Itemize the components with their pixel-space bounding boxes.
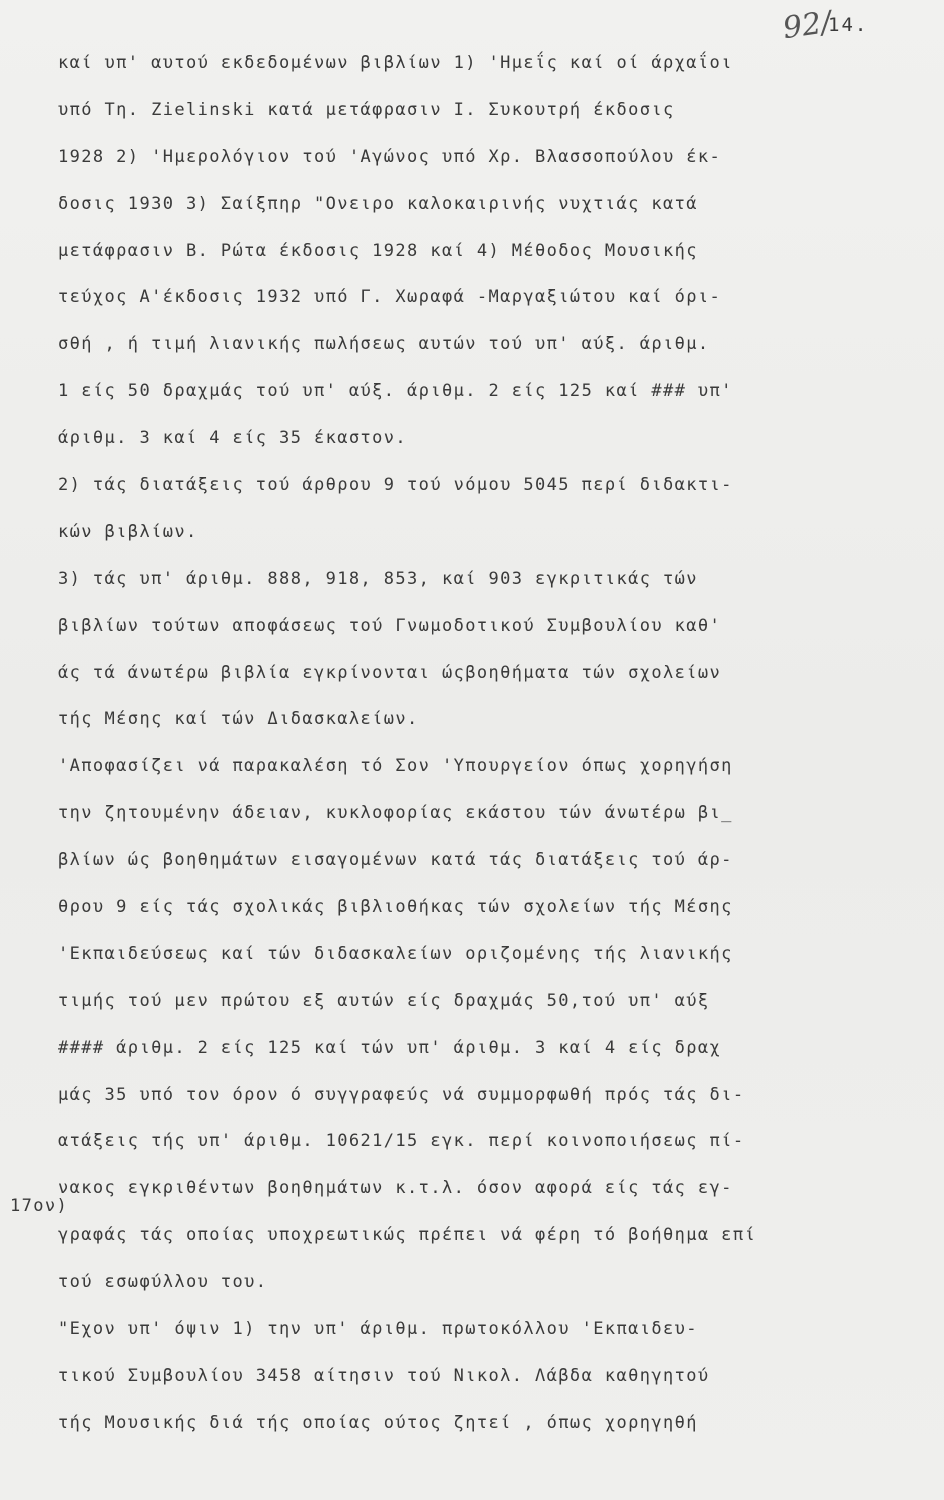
text-line: βλίων ώς βοηθημάτων εισαγομένων κατά τάς διατάξεις τού άρ- bbox=[58, 850, 733, 871]
text-line: "Εχον υπ' όψιν 1) την υπ' άριθμ. πρωτοκόλλου 'Εκπαιδευ- bbox=[58, 1319, 698, 1340]
handwritten-page-number: 92/ bbox=[780, 4, 834, 47]
text-line: δοσις 1930 3) Σαίξπηρ "Ονειρο καλοκαιρινής νυχτιάς κατά bbox=[58, 193, 698, 214]
text-line: #### άριθμ. 2 είς 125 καί τών υπ' άριθμ. 3 καί 4 είς δραχ bbox=[58, 1037, 722, 1058]
text-line: τής Μέσης καί τών Διδασκαλείων. bbox=[58, 709, 419, 730]
text-line: 'Αποφασίζει νά παρακαλέση τό Σον 'Υπουργείον όπως χορηγήση bbox=[58, 756, 733, 777]
text-line: 'Εκπαιδεύσεως καί τών διδασκαλείων οριζομένης τής λιανικής bbox=[58, 943, 733, 964]
text-line: κών βιβλίων. bbox=[58, 521, 198, 542]
text-line: 3) τάς υπ' άριθμ. 888, 918, 853, καί 903 εγκριτικάς τών bbox=[58, 568, 698, 589]
text-line: την ζητουμένην άδειαν, κυκλοφορίας εκάστου τών άνωτέρω βι_ bbox=[58, 803, 733, 824]
text-line: 1 είς 50 δραχμάς τού υπ' αύξ. άριθμ. 2 είς 125 καί ### υπ' bbox=[58, 381, 733, 402]
section-marker: 17ον) bbox=[10, 1196, 69, 1216]
text-line: 1928 2) 'Ημερολόγιον τού 'Αγώνος υπό Χρ. Βλασσοπούλου έκ- bbox=[58, 146, 722, 167]
text-line: μετάφρασιν Β. Ρώτα έκδοσις 1928 καί 4) Μέθοδος Μουσικής bbox=[58, 240, 698, 261]
text-line: άς τά άνωτέρω βιβλία εγκρίνονται ώςβοηθήματα τών σχολείων bbox=[58, 662, 722, 683]
page-number: 14. bbox=[828, 14, 869, 36]
text-line: τικού Συμβουλίου 3458 αίτησιν τού Νικολ. Λάβδα καθηγητού bbox=[58, 1365, 710, 1386]
text-line: καί υπ' αυτού εκδεδομένων βιβλίων 1) 'Ημεΐς καί οί άρχαΐοι bbox=[58, 53, 733, 73]
text-line: βιβλίων τούτων αποφάσεως τού Γνωμοδοτικού Συμβουλίου καθ' bbox=[58, 615, 722, 636]
text-line: τεύχος Α'έκδοσις 1932 υπό Γ. Χωραφά -Μαργαξιώτου καί όρι- bbox=[58, 287, 722, 308]
typewritten-text bbox=[58, 40, 898, 1447]
text-line: τού εσωφύλλου του. bbox=[58, 1272, 268, 1293]
text-line: θρου 9 είς τάς σχολικάς βιβλιοθήκας τών σχολείων τής Μέσης bbox=[58, 897, 733, 918]
text-line: νακος εγκριθέντων βοηθημάτων κ.τ.λ. όσον αφορά είς τάς εγ- bbox=[58, 1178, 733, 1199]
text-line: γραφάς τάς οποίας υποχρεωτικώς πρέπει νά φέρη τό βοήθημα επί bbox=[58, 1225, 757, 1246]
text-line: υπό Τη. Zielinski κατά μετάφρασιν Ι. Συκουτρή έκδοσις bbox=[58, 99, 675, 120]
text-line: μάς 35 υπό τον όρον ό συγγραφεύς νά συμμορφωθή πρός τάς δι- bbox=[58, 1084, 745, 1105]
text-line: σθή , ή τιμή λιανικής πωλήσεως αυτών τού υπ' αύξ. άριθμ. bbox=[58, 334, 710, 355]
text-line: άριθμ. 3 καί 4 είς 35 έκαστον. bbox=[58, 428, 408, 449]
text-line: ατάξεις τής υπ' άριθμ. 10621/15 εγκ. περί κοινοποιήσεως πί- bbox=[58, 1131, 745, 1152]
text-line: 2) τάς διατάξεις τού άρθρου 9 τού νόμου 5045 περί διδακτι- bbox=[58, 475, 733, 496]
text-line: τιμής τού μεν πρώτου εξ αυτών είς δραχμάς 50,τού υπ' αύξ bbox=[58, 990, 710, 1011]
text-line: τής Μουσικής διά τής οποίας ούτος ζητεί , όπως χορηγηθή bbox=[58, 1412, 698, 1433]
